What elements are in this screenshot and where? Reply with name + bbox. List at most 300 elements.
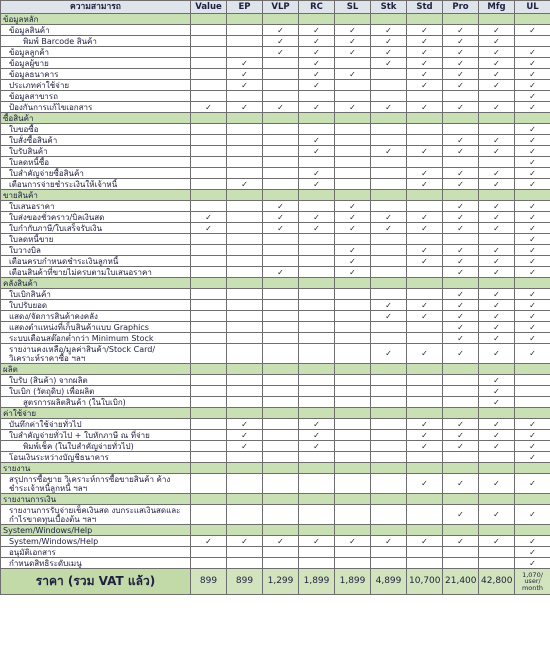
cell-std xyxy=(407,124,443,135)
check-icon: ✓ xyxy=(529,201,536,211)
cell-sl xyxy=(335,364,371,375)
check-icon: ✓ xyxy=(421,419,428,429)
cell-sl xyxy=(335,91,371,102)
check-icon: ✓ xyxy=(205,102,212,112)
cell-ep xyxy=(227,300,263,311)
check-icon: ✓ xyxy=(457,333,464,343)
cell-ul xyxy=(515,333,550,344)
cell-sl xyxy=(335,267,371,278)
cell-pro xyxy=(443,179,479,190)
check-icon: ✓ xyxy=(529,124,536,134)
cell-std xyxy=(407,256,443,267)
cell-ep xyxy=(227,157,263,168)
check-icon: ✓ xyxy=(313,430,320,440)
check-icon: ✓ xyxy=(457,47,464,57)
feature-row xyxy=(1,212,550,223)
price-pro: 21,400 xyxy=(443,569,479,595)
check-icon: ✓ xyxy=(349,223,356,233)
cell-ep xyxy=(227,245,263,256)
cell-stk xyxy=(371,91,407,102)
check-icon: ✓ xyxy=(493,510,500,519)
cell-pro xyxy=(443,452,479,463)
cell-vlp xyxy=(263,525,299,536)
cell-ul xyxy=(515,364,550,375)
check-icon: ✓ xyxy=(241,430,248,440)
cell-vlp xyxy=(263,80,299,91)
check-icon: ✓ xyxy=(277,267,284,277)
check-icon: ✓ xyxy=(313,212,320,222)
cell-vlp xyxy=(263,547,299,558)
cell-stk xyxy=(371,397,407,408)
check-icon: ✓ xyxy=(385,36,392,46)
cell-mfg xyxy=(479,333,515,344)
cell-rc xyxy=(299,452,335,463)
cell-vlp xyxy=(263,168,299,179)
check-icon: ✓ xyxy=(313,146,320,156)
cell-sl xyxy=(335,157,371,168)
cell-mfg xyxy=(479,223,515,234)
check-icon: ✓ xyxy=(457,179,464,189)
cell-ep xyxy=(227,223,263,234)
cell-mfg xyxy=(479,505,515,525)
cell-rc xyxy=(299,256,335,267)
cell-pro xyxy=(443,419,479,430)
check-icon: ✓ xyxy=(421,349,428,358)
cell-value xyxy=(191,223,227,234)
check-icon: ✓ xyxy=(529,349,536,358)
cell-stk xyxy=(371,430,407,441)
check-icon: ✓ xyxy=(421,69,428,79)
cell-stk xyxy=(371,386,407,397)
cell-stk xyxy=(371,179,407,190)
check-icon: ✓ xyxy=(493,397,500,407)
cell-stk xyxy=(371,25,407,36)
cell-std xyxy=(407,91,443,102)
check-icon: ✓ xyxy=(385,58,392,68)
cell-value xyxy=(191,168,227,179)
cell-vlp xyxy=(263,157,299,168)
cell-pro xyxy=(443,558,479,569)
cell-mfg xyxy=(479,525,515,536)
cell-rc xyxy=(299,311,335,322)
check-icon: ✓ xyxy=(241,102,248,112)
check-icon: ✓ xyxy=(493,135,500,145)
cell-stk xyxy=(371,47,407,58)
cell-sl xyxy=(335,212,371,223)
feature-row xyxy=(1,452,550,463)
cell-ul xyxy=(515,113,550,124)
check-icon: ✓ xyxy=(529,452,536,462)
cell-pro xyxy=(443,494,479,505)
cell-rc xyxy=(299,102,335,113)
cell-vlp xyxy=(263,14,299,25)
check-icon: ✓ xyxy=(205,223,212,233)
feature-row xyxy=(1,289,550,300)
cell-pro xyxy=(443,212,479,223)
cell-pro xyxy=(443,69,479,80)
cell-std xyxy=(407,430,443,441)
cell-sl xyxy=(335,463,371,474)
check-icon: ✓ xyxy=(421,47,428,57)
feature-row xyxy=(1,441,550,452)
cell-ul xyxy=(515,124,550,135)
feature-row xyxy=(1,558,550,569)
edition-header-pro: Pro xyxy=(443,1,479,14)
cell-value xyxy=(191,344,227,364)
cell-ul xyxy=(515,430,550,441)
cell-pro xyxy=(443,157,479,168)
check-icon: ✓ xyxy=(421,311,428,321)
cell-value xyxy=(191,36,227,47)
cell-pro xyxy=(443,190,479,201)
check-icon: ✓ xyxy=(493,386,500,396)
cell-value xyxy=(191,267,227,278)
check-icon: ✓ xyxy=(421,536,428,546)
feature-label: ข้อมูลธนาคาร xyxy=(1,69,191,80)
cell-rc xyxy=(299,201,335,212)
cell-rc xyxy=(299,430,335,441)
check-icon: ✓ xyxy=(277,36,284,46)
cell-vlp xyxy=(263,124,299,135)
cell-sl xyxy=(335,47,371,58)
check-icon: ✓ xyxy=(493,146,500,156)
cell-ul xyxy=(515,179,550,190)
cell-ep xyxy=(227,25,263,36)
check-icon: ✓ xyxy=(349,47,356,57)
check-icon: ✓ xyxy=(277,223,284,233)
check-icon: ✓ xyxy=(313,58,320,68)
check-icon: ✓ xyxy=(421,223,428,233)
cell-value xyxy=(191,322,227,333)
cell-rc xyxy=(299,344,335,364)
cell-value xyxy=(191,234,227,245)
check-icon: ✓ xyxy=(529,547,536,557)
cell-ul xyxy=(515,419,550,430)
cell-mfg xyxy=(479,47,515,58)
cell-ep xyxy=(227,201,263,212)
section-row xyxy=(1,525,550,536)
check-icon: ✓ xyxy=(457,349,464,358)
cell-ep xyxy=(227,91,263,102)
cell-value xyxy=(191,157,227,168)
cell-std xyxy=(407,190,443,201)
feature-row xyxy=(1,58,550,69)
cell-sl xyxy=(335,408,371,419)
cell-stk xyxy=(371,223,407,234)
cell-ep xyxy=(227,124,263,135)
feature-row xyxy=(1,69,550,80)
check-icon: ✓ xyxy=(457,479,464,488)
cell-vlp xyxy=(263,146,299,157)
check-icon: ✓ xyxy=(241,69,248,79)
cell-sl xyxy=(335,278,371,289)
check-icon: ✓ xyxy=(493,256,500,266)
cell-vlp xyxy=(263,135,299,146)
cell-mfg xyxy=(479,146,515,157)
cell-stk xyxy=(371,190,407,201)
cell-sl xyxy=(335,452,371,463)
cell-stk xyxy=(371,311,407,322)
cell-mfg xyxy=(479,397,515,408)
section-row xyxy=(1,364,550,375)
cell-vlp xyxy=(263,494,299,505)
check-icon: ✓ xyxy=(313,102,320,112)
cell-pro xyxy=(443,25,479,36)
price-ep: 899 xyxy=(227,569,263,595)
cell-value xyxy=(191,212,227,223)
feature-label: ใบปรับยอด xyxy=(1,300,191,311)
section-row xyxy=(1,278,550,289)
price-vlp: 1,299 xyxy=(263,569,299,595)
cell-std xyxy=(407,223,443,234)
cell-ul xyxy=(515,157,550,168)
cell-ep xyxy=(227,397,263,408)
feature-label: ใบสำคัญจ่ายซื้อสินค้า xyxy=(1,168,191,179)
cell-value xyxy=(191,179,227,190)
cell-stk xyxy=(371,146,407,157)
cell-sl xyxy=(335,525,371,536)
cell-pro xyxy=(443,146,479,157)
cell-pro xyxy=(443,344,479,364)
check-icon: ✓ xyxy=(493,536,500,546)
cell-stk xyxy=(371,536,407,547)
check-icon: ✓ xyxy=(457,311,464,321)
cell-std xyxy=(407,69,443,80)
check-icon: ✓ xyxy=(529,168,536,178)
cell-stk xyxy=(371,505,407,525)
feature-label: ใบสำคัญจ่ายทั่วไป + ใบหักภาษี ณ ที่จ่าย xyxy=(1,430,191,441)
cell-value xyxy=(191,536,227,547)
check-icon: ✓ xyxy=(421,80,428,90)
cell-mfg xyxy=(479,69,515,80)
check-icon: ✓ xyxy=(385,25,392,35)
cell-mfg xyxy=(479,267,515,278)
cell-std xyxy=(407,47,443,58)
cell-ul xyxy=(515,234,550,245)
cell-sl xyxy=(335,69,371,80)
cell-ul xyxy=(515,256,550,267)
cell-stk xyxy=(371,278,407,289)
cell-mfg xyxy=(479,441,515,452)
cell-value xyxy=(191,474,227,494)
cell-pro xyxy=(443,47,479,58)
cell-sl xyxy=(335,223,371,234)
price-std: 10,700 xyxy=(407,569,443,595)
check-icon: ✓ xyxy=(205,536,212,546)
check-icon: ✓ xyxy=(529,223,536,233)
check-icon: ✓ xyxy=(421,146,428,156)
cell-rc xyxy=(299,300,335,311)
feature-row xyxy=(1,179,550,190)
cell-vlp xyxy=(263,179,299,190)
check-icon: ✓ xyxy=(493,223,500,233)
cell-ul xyxy=(515,386,550,397)
feature-row xyxy=(1,234,550,245)
cell-std xyxy=(407,36,443,47)
cell-ul xyxy=(515,505,550,525)
cell-ul xyxy=(515,452,550,463)
cell-pro xyxy=(443,375,479,386)
check-icon: ✓ xyxy=(421,36,428,46)
cell-vlp xyxy=(263,190,299,201)
cell-mfg xyxy=(479,452,515,463)
cell-ul xyxy=(515,47,550,58)
feature-row xyxy=(1,91,550,102)
cell-pro xyxy=(443,408,479,419)
cell-ep xyxy=(227,430,263,441)
cell-value xyxy=(191,80,227,91)
cell-vlp xyxy=(263,375,299,386)
cell-value xyxy=(191,278,227,289)
check-icon: ✓ xyxy=(457,267,464,277)
feature-row xyxy=(1,80,550,91)
check-icon: ✓ xyxy=(421,300,428,310)
edition-header-vlp: VLP xyxy=(263,1,299,14)
cell-ep xyxy=(227,311,263,322)
cell-std xyxy=(407,14,443,25)
section-row xyxy=(1,463,550,474)
edition-header-rc: RC xyxy=(299,1,335,14)
cell-rc xyxy=(299,289,335,300)
cell-value xyxy=(191,505,227,525)
cell-vlp xyxy=(263,311,299,322)
check-icon: ✓ xyxy=(349,201,356,211)
cell-value xyxy=(191,386,227,397)
cell-ep xyxy=(227,408,263,419)
check-icon: ✓ xyxy=(349,256,356,266)
section-label: รายงาน xyxy=(1,463,191,474)
feature-row xyxy=(1,322,550,333)
cell-std xyxy=(407,157,443,168)
check-icon: ✓ xyxy=(529,419,536,429)
check-icon: ✓ xyxy=(529,267,536,277)
cell-mfg xyxy=(479,58,515,69)
check-icon: ✓ xyxy=(457,201,464,211)
cell-stk xyxy=(371,69,407,80)
cell-std xyxy=(407,245,443,256)
feature-row xyxy=(1,267,550,278)
cell-ul xyxy=(515,322,550,333)
check-icon: ✓ xyxy=(457,146,464,156)
check-icon: ✓ xyxy=(529,289,536,299)
check-icon: ✓ xyxy=(349,102,356,112)
price-row xyxy=(1,569,550,595)
cell-ul xyxy=(515,375,550,386)
cell-value xyxy=(191,25,227,36)
cell-mfg xyxy=(479,278,515,289)
cell-rc xyxy=(299,397,335,408)
cell-sl xyxy=(335,474,371,494)
cell-vlp xyxy=(263,408,299,419)
section-row xyxy=(1,14,550,25)
cell-ep xyxy=(227,179,263,190)
cell-vlp xyxy=(263,386,299,397)
check-icon: ✓ xyxy=(529,311,536,321)
cell-mfg xyxy=(479,300,515,311)
price-label: ราคา (รวม VAT แล้ว) xyxy=(1,569,191,595)
cell-value xyxy=(191,408,227,419)
feature-column-header: ความสามารถ xyxy=(1,1,191,14)
check-icon: ✓ xyxy=(421,256,428,266)
cell-mfg xyxy=(479,430,515,441)
edition-header-sl: SL xyxy=(335,1,371,14)
cell-stk xyxy=(371,375,407,386)
cell-rc xyxy=(299,80,335,91)
check-icon: ✓ xyxy=(529,135,536,145)
check-icon: ✓ xyxy=(529,558,536,568)
check-icon: ✓ xyxy=(529,91,536,101)
cell-vlp xyxy=(263,463,299,474)
cell-vlp xyxy=(263,397,299,408)
cell-ep xyxy=(227,344,263,364)
cell-vlp xyxy=(263,278,299,289)
cell-value xyxy=(191,69,227,80)
section-row xyxy=(1,408,550,419)
check-icon: ✓ xyxy=(493,349,500,358)
feature-label: ข้อมูลสินค้า xyxy=(1,25,191,36)
check-icon: ✓ xyxy=(457,212,464,222)
cell-sl xyxy=(335,256,371,267)
cell-ep xyxy=(227,452,263,463)
cell-ep xyxy=(227,463,263,474)
cell-ul xyxy=(515,547,550,558)
cell-ep xyxy=(227,289,263,300)
feature-label: ป้องกันการแก้ไขเอกสาร xyxy=(1,102,191,113)
cell-stk xyxy=(371,234,407,245)
check-icon: ✓ xyxy=(529,479,536,488)
cell-sl xyxy=(335,146,371,157)
cell-sl xyxy=(335,102,371,113)
cell-sl xyxy=(335,245,371,256)
cell-stk xyxy=(371,408,407,419)
cell-ul xyxy=(515,146,550,157)
cell-mfg xyxy=(479,322,515,333)
edition-header-ep: EP xyxy=(227,1,263,14)
cell-vlp xyxy=(263,69,299,80)
cell-rc xyxy=(299,190,335,201)
check-icon: ✓ xyxy=(277,25,284,35)
cell-stk xyxy=(371,452,407,463)
cell-mfg xyxy=(479,289,515,300)
cell-vlp xyxy=(263,289,299,300)
cell-pro xyxy=(443,102,479,113)
cell-stk xyxy=(371,267,407,278)
feature-label: เตือนครบกำหนดชำระเงินลูกหนี้ xyxy=(1,256,191,267)
feature-row xyxy=(1,386,550,397)
cell-mfg xyxy=(479,375,515,386)
feature-label: พิมพ์เช็ค (ในใบสำคัญจ่ายทั่วไป) xyxy=(1,441,191,452)
feature-row xyxy=(1,430,550,441)
cell-sl xyxy=(335,190,371,201)
cell-value xyxy=(191,397,227,408)
cell-std xyxy=(407,364,443,375)
cell-ep xyxy=(227,47,263,58)
cell-stk xyxy=(371,157,407,168)
check-icon: ✓ xyxy=(421,479,428,488)
feature-label: พิมพ์ Barcode สินค้า xyxy=(1,36,191,47)
feature-label: ใบวางบิล xyxy=(1,245,191,256)
cell-std xyxy=(407,25,443,36)
cell-ep xyxy=(227,375,263,386)
cell-pro xyxy=(443,135,479,146)
feature-row xyxy=(1,124,550,135)
check-icon: ✓ xyxy=(349,212,356,222)
cell-rc xyxy=(299,322,335,333)
cell-std xyxy=(407,386,443,397)
cell-value xyxy=(191,525,227,536)
check-icon: ✓ xyxy=(313,69,320,79)
cell-rc xyxy=(299,135,335,146)
